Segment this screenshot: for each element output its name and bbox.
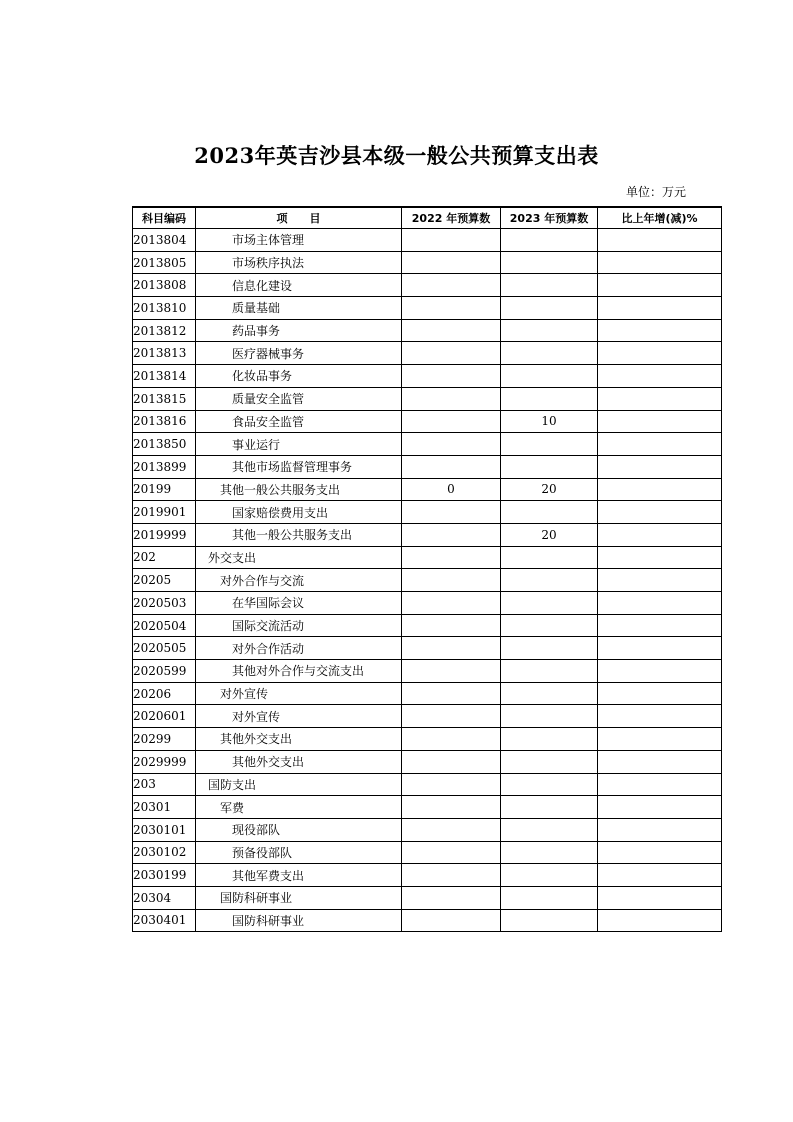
row-budget-2022: [402, 455, 501, 478]
row-change: [598, 251, 722, 274]
row-change: [598, 523, 722, 546]
row-budget-2022: [402, 501, 501, 524]
row-item-name: 化妆品事务: [196, 365, 402, 388]
row-item-name: 其他一般公共服务支出: [196, 523, 402, 546]
row-code: 20299: [133, 728, 196, 751]
row-code: 2013813: [133, 342, 196, 365]
unit-label: 单位：万元: [626, 185, 687, 199]
row-item-name: 现役部队: [196, 818, 402, 841]
row-code: 2013850: [133, 433, 196, 456]
row-change: [598, 660, 722, 683]
row-budget-2022: [402, 365, 501, 388]
row-item-name: 外交支出: [196, 546, 402, 569]
row-change: [598, 274, 722, 297]
row-budget-2022: [402, 251, 501, 274]
row-budget-2023: [501, 274, 598, 297]
row-item-name: 其他市场监督管理事务: [196, 455, 402, 478]
table-row: [133, 319, 722, 342]
row-item-name: 其他军费支出: [196, 864, 402, 887]
row-item-name: 预备役部队: [196, 841, 402, 864]
row-change: [598, 410, 722, 433]
row-budget-2023: [501, 251, 598, 274]
row-code: 2013805: [133, 251, 196, 274]
row-budget-2023: 10: [501, 410, 598, 433]
table-row: [133, 660, 722, 683]
row-change: [598, 433, 722, 456]
row-item-name: 在华国际会议: [196, 592, 402, 615]
table-row: [133, 818, 722, 841]
row-item-name: 国防科研事业: [196, 886, 402, 909]
row-change: [598, 909, 722, 932]
table-row: [133, 251, 722, 274]
row-code: 203: [133, 773, 196, 796]
row-code: 2013899: [133, 455, 196, 478]
row-code: 20199: [133, 478, 196, 501]
row-code: 2013812: [133, 319, 196, 342]
row-item-name: 国际交流活动: [196, 614, 402, 637]
row-code: 2013816: [133, 410, 196, 433]
table-row: [133, 841, 722, 864]
row-code: 2013804: [133, 229, 196, 252]
row-budget-2022: [402, 886, 501, 909]
row-code: 2030102: [133, 841, 196, 864]
row-budget-2023: [501, 365, 598, 388]
row-item-name: 其他一般公共服务支出: [196, 478, 402, 501]
row-budget-2023: [501, 229, 598, 252]
row-budget-2023: [501, 705, 598, 728]
row-budget-2022: [402, 841, 501, 864]
row-item-name: 对外宣传: [196, 705, 402, 728]
header-budget-2023: 2023 年预算数: [501, 207, 598, 229]
row-code: 2020504: [133, 614, 196, 637]
row-budget-2023: [501, 297, 598, 320]
row-budget-2023: [501, 886, 598, 909]
row-item-name: 军费: [196, 796, 402, 819]
table-row: [133, 523, 722, 546]
row-change: [598, 478, 722, 501]
row-item-name: 食品安全监管: [196, 410, 402, 433]
header-change: 比上年增(减)%: [598, 207, 722, 229]
row-budget-2022: [402, 705, 501, 728]
row-budget-2023: 20: [501, 478, 598, 501]
row-budget-2022: [402, 728, 501, 751]
table-body: [133, 229, 722, 932]
row-code: 20206: [133, 682, 196, 705]
row-change: [598, 365, 722, 388]
row-code: 2013810: [133, 297, 196, 320]
row-budget-2023: [501, 614, 598, 637]
row-budget-2022: [402, 410, 501, 433]
row-change: [598, 592, 722, 615]
row-code: 2013815: [133, 387, 196, 410]
row-budget-2023: [501, 864, 598, 887]
row-budget-2023: [501, 342, 598, 365]
row-item-name: 市场主体管理: [196, 229, 402, 252]
table-row: [133, 478, 722, 501]
row-budget-2022: [402, 342, 501, 365]
row-code: 2020601: [133, 705, 196, 728]
row-budget-2023: [501, 592, 598, 615]
header-code: 科目编码: [133, 207, 196, 229]
row-code: 2020599: [133, 660, 196, 683]
row-item-name: 市场秩序执法: [196, 251, 402, 274]
row-change: [598, 637, 722, 660]
row-budget-2023: [501, 569, 598, 592]
row-change: [598, 387, 722, 410]
row-budget-2022: [402, 660, 501, 683]
header-item: 项 目: [196, 207, 402, 229]
row-budget-2023: 20: [501, 523, 598, 546]
budget-table: [132, 206, 722, 932]
table-row: [133, 864, 722, 887]
row-code: 2013808: [133, 274, 196, 297]
row-budget-2023: [501, 546, 598, 569]
table-row: [133, 637, 722, 660]
row-change: [598, 841, 722, 864]
row-change: [598, 342, 722, 365]
row-change: [598, 297, 722, 320]
row-code: 2020503: [133, 592, 196, 615]
row-budget-2022: [402, 433, 501, 456]
row-item-name: 医疗器械事务: [196, 342, 402, 365]
row-code: 202: [133, 546, 196, 569]
row-item-name: 其他外交支出: [196, 728, 402, 751]
row-budget-2023: [501, 637, 598, 660]
row-change: [598, 501, 722, 524]
row-budget-2023: [501, 909, 598, 932]
table-row: [133, 682, 722, 705]
table-row: [133, 796, 722, 819]
table-row: [133, 614, 722, 637]
row-budget-2022: [402, 909, 501, 932]
row-item-name: 事业运行: [196, 433, 402, 456]
row-item-name: 对外合作活动: [196, 637, 402, 660]
row-budget-2022: [402, 750, 501, 773]
row-code: 2020505: [133, 637, 196, 660]
table-row: [133, 433, 722, 456]
row-budget-2022: [402, 614, 501, 637]
row-code: 2030101: [133, 818, 196, 841]
row-change: [598, 796, 722, 819]
row-budget-2023: [501, 501, 598, 524]
row-change: [598, 569, 722, 592]
row-item-name: 其他对外合作与交流支出: [196, 660, 402, 683]
row-budget-2022: [402, 229, 501, 252]
row-item-name: 其他外交支出: [196, 750, 402, 773]
table-row: [133, 410, 722, 433]
row-budget-2022: [402, 523, 501, 546]
header-budget-2022: 2022 年预算数: [402, 207, 501, 229]
row-change: [598, 229, 722, 252]
row-budget-2023: [501, 433, 598, 456]
row-budget-2023: [501, 682, 598, 705]
row-code: 2019999: [133, 523, 196, 546]
table-row: [133, 705, 722, 728]
table-row: [133, 501, 722, 524]
row-budget-2022: [402, 796, 501, 819]
table-row: [133, 728, 722, 751]
row-change: [598, 818, 722, 841]
row-budget-2022: [402, 773, 501, 796]
table-row: [133, 750, 722, 773]
table-row: [133, 342, 722, 365]
row-budget-2022: [402, 569, 501, 592]
row-change: [598, 319, 722, 342]
row-change: [598, 886, 722, 909]
row-change: [598, 546, 722, 569]
row-item-name: 对外宣传: [196, 682, 402, 705]
row-budget-2023: [501, 750, 598, 773]
row-budget-2022: [402, 818, 501, 841]
row-change: [598, 682, 722, 705]
table-row: [133, 297, 722, 320]
row-change: [598, 705, 722, 728]
row-change: [598, 455, 722, 478]
row-code: 20301: [133, 796, 196, 819]
row-budget-2023: [501, 773, 598, 796]
row-code: 2030199: [133, 864, 196, 887]
table-row: [133, 274, 722, 297]
row-code: 2019901: [133, 501, 196, 524]
row-item-name: 国家赔偿费用支出: [196, 501, 402, 524]
page-title: 2023年英吉沙县本级一般公共预算支出表: [194, 143, 599, 168]
row-budget-2022: [402, 546, 501, 569]
row-item-name: 对外合作与交流: [196, 569, 402, 592]
table-row: [133, 886, 722, 909]
row-change: [598, 864, 722, 887]
row-budget-2023: [501, 387, 598, 410]
table-row: [133, 455, 722, 478]
row-code: 20304: [133, 886, 196, 909]
row-budget-2022: [402, 297, 501, 320]
row-change: [598, 728, 722, 751]
row-item-name: 信息化建设: [196, 274, 402, 297]
row-item-name: 质量安全监管: [196, 387, 402, 410]
row-budget-2022: [402, 592, 501, 615]
row-change: [598, 614, 722, 637]
table-row: [133, 909, 722, 932]
row-budget-2022: [402, 864, 501, 887]
row-budget-2023: [501, 660, 598, 683]
row-budget-2023: [501, 319, 598, 342]
table-row: [133, 365, 722, 388]
table-row: [133, 773, 722, 796]
row-budget-2023: [501, 796, 598, 819]
table-row: [133, 569, 722, 592]
row-budget-2023: [501, 455, 598, 478]
row-change: [598, 750, 722, 773]
row-budget-2022: [402, 682, 501, 705]
table-row: [133, 592, 722, 615]
row-item-name: 国防科研事业: [196, 909, 402, 932]
row-code: 2029999: [133, 750, 196, 773]
row-budget-2022: [402, 274, 501, 297]
row-budget-2023: [501, 728, 598, 751]
row-code: 20205: [133, 569, 196, 592]
table-row: [133, 546, 722, 569]
row-item-name: 质量基础: [196, 297, 402, 320]
table-row: [133, 387, 722, 410]
row-change: [598, 773, 722, 796]
row-item-name: 国防支出: [196, 773, 402, 796]
row-budget-2022: [402, 387, 501, 410]
row-budget-2023: [501, 841, 598, 864]
row-code: 2013814: [133, 365, 196, 388]
row-budget-2022: [402, 319, 501, 342]
row-budget-2022: 0: [402, 478, 501, 501]
row-item-name: 药品事务: [196, 319, 402, 342]
table-row: [133, 229, 722, 252]
row-budget-2023: [501, 818, 598, 841]
table-header-row: [133, 207, 722, 229]
row-code: 2030401: [133, 909, 196, 932]
row-budget-2022: [402, 637, 501, 660]
